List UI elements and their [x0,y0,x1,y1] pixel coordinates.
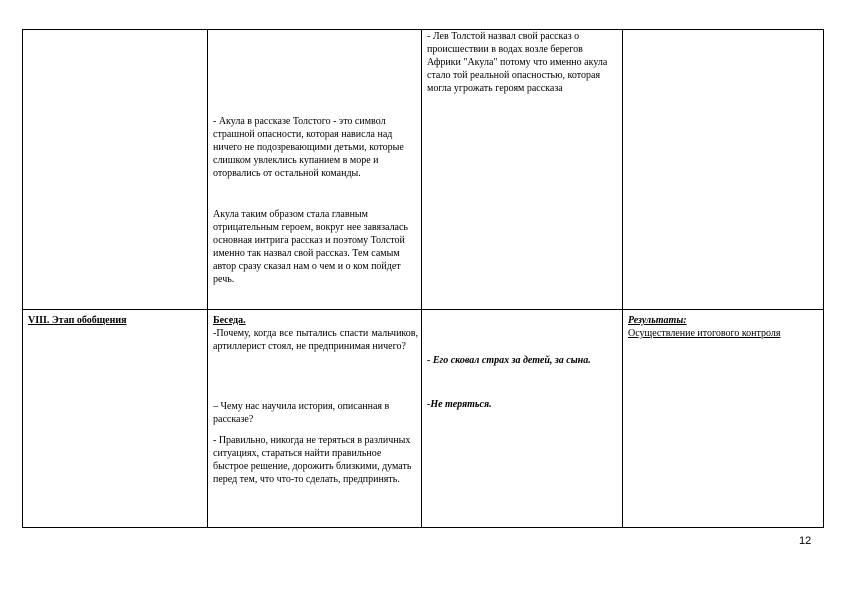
lesson-plan-table [22,29,824,528]
table-cell-results [623,30,824,310]
table-cell-results [623,310,824,528]
student-answer-2: -Не теряться. [427,399,492,410]
teacher-text-2: Акула таким образом стала главным отрицательным героем, вокруг нее завязалась основная интрига рассказ и поэтому Толстой именно так назвал свой рассказ. Тем самым автор сразу сказал нам о чем и о ком пойдет речь. [213,209,408,285]
table-row [23,310,824,528]
page-number: 12 [799,535,812,547]
teacher-answer: - Правильно, никогда не теряться в различных ситуациях, стараться найти правильное быстрое решение, дорожить близкими, думать перед тем, что что-то сделать, предпринять. [213,435,412,485]
table-cell-stage [23,30,208,310]
student-answer-1: - Его сковал страх за детей, за сына. [427,355,591,366]
table-cell-teacher [208,310,422,528]
results-title: Результаты: [628,315,687,326]
conversation-title: Беседа. [213,315,246,326]
question-1: -Почему, когда все пытались спасти мальчиков, артиллерист стоял, не предпринимая ничего? [213,328,418,352]
student-text-1: - Лев Толстой назвал свой рассказ о происшествии в водах возле берегов Африки "Акула" потому что именно акула стало той реальной опасностью, которая могла угрожать героям рассказа [427,31,608,94]
teacher-text-1: - Акула в рассказе Толстого - это символ страшной опасности, которая нависла над ничего не подозревающими детьми, которые слишком увлеклись купанием в море и оторвались от остальной команды. [213,116,404,179]
table-cell-student [422,310,623,528]
table-cell-student [422,30,623,310]
results-text: Осуществление итогового контроля [628,328,781,339]
table-cell-stage [23,310,208,528]
table-row [23,30,824,310]
question-2: – Чему нас научила история, описанная в рассказе? [213,401,390,425]
table-cell-teacher [208,30,422,310]
stage-label: VIII. Этап обобщения [28,315,127,326]
